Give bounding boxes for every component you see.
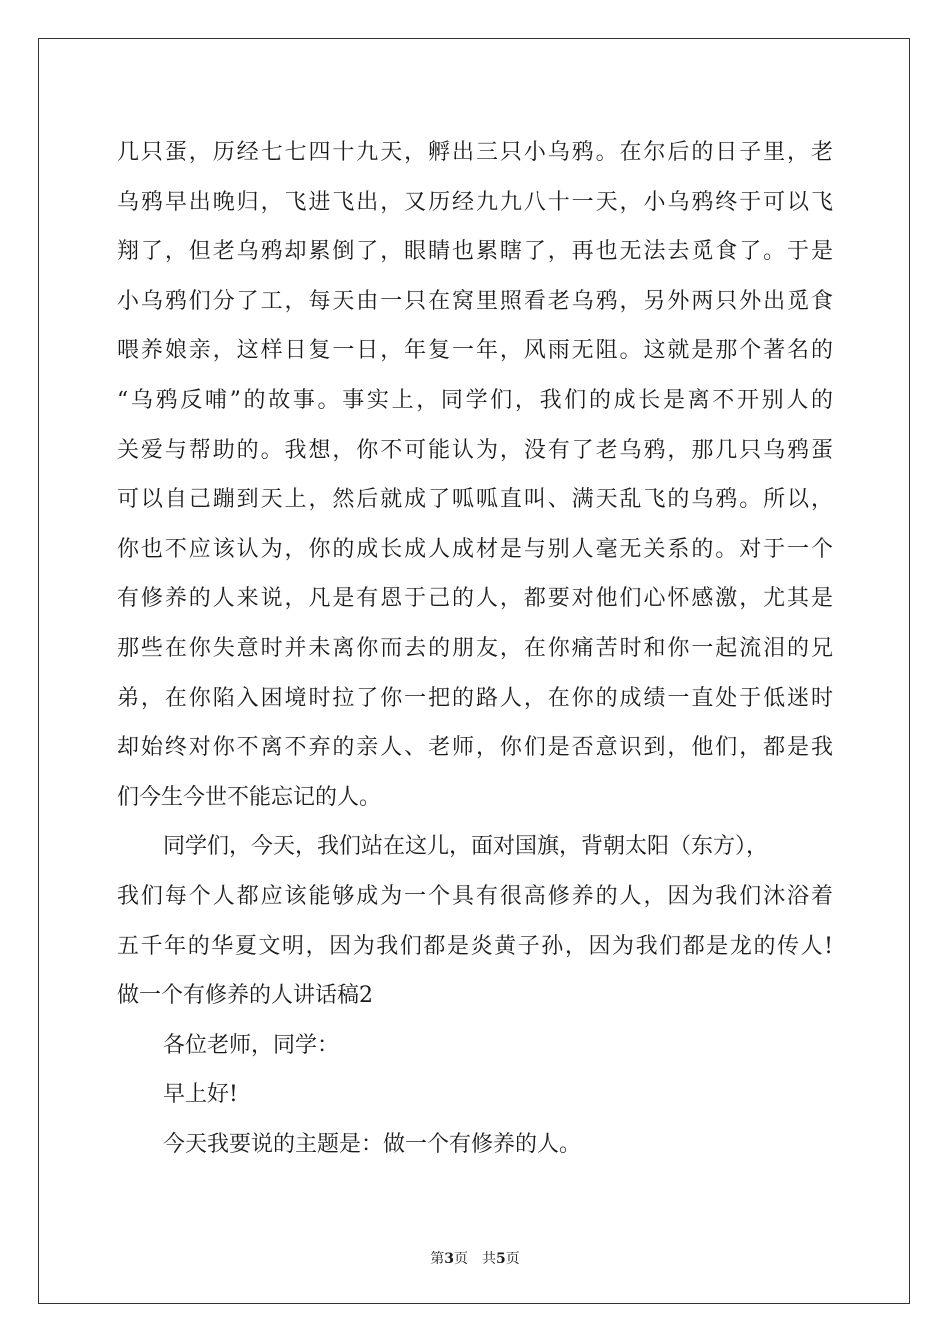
body-line: 弟，在你陷入困境时拉了你一把的路人，在你的成绩一直处于低迷时: [117, 685, 833, 711]
footer-total-suffix: 页: [505, 1251, 520, 1267]
greeting: 早上好!: [163, 1082, 238, 1108]
footer-page-prefix: 第: [430, 1251, 445, 1267]
footer-page-suffix: 页: [454, 1251, 468, 1267]
section-heading: 做一个有修养的人讲话稿2: [117, 983, 373, 1009]
footer-total-prefix: 共: [482, 1251, 496, 1267]
body-line: 小乌鸦们分了工，每天由一只在窝里照看老乌鸦，另外两只外出觅食: [117, 288, 833, 314]
body-line: 喂养娘亲，这样日复一日，年复一年，风雨无阻。这就是那个著名的: [117, 338, 833, 364]
body-line: 那些在你失意时并未离你而去的朋友，在你痛苦时和你一起流泪的兄: [117, 635, 833, 661]
body-line: 乌鸦早出晚归，飞进飞出，又历经九九八十一天，小乌鸦终于可以飞: [117, 189, 833, 215]
body-line: 同学们，今天，我们站在这儿，面对国旗，背朝太阳（东方），: [163, 834, 769, 860]
body-line: 我们每个人都应该能够成为一个具有很高修养的人，因为我们沐浴着: [117, 883, 833, 909]
body-line: “乌鸦反哺”的故事。事实上，同学们，我们的成长是离不开别人的: [117, 387, 833, 413]
body-line: 几只蛋，历经七七四十九天，孵出三只小乌鸦。在尔后的日子里，老: [117, 140, 833, 165]
body-line: 却始终对你不离不弃的亲人、老师，你们是否意识到，他们，都是我: [117, 735, 833, 761]
body-line: 今天我要说的主题是：做一个有修养的人。: [163, 1131, 582, 1157]
footer-current-page: 3: [444, 1251, 454, 1267]
page-footer: [0, 1248, 950, 1268]
body-line: 翔了，但老乌鸦却累倒了，眼睛也累瞎了，再也无法去觅食了。于是: [117, 239, 833, 265]
body-line: 们今生今世不能忘记的人。: [117, 784, 382, 810]
document-body: [117, 128, 833, 1169]
body-line: 可以自己蹦到天上，然后就成了呱呱直叫、满天乱飞的乌鸦。所以，: [117, 487, 833, 513]
body-line: 五千年的华夏文明，因为我们都是炎黄子孙，因为我们都是龙的传人!: [117, 933, 833, 959]
body-line: 关爱与帮助的。我想，你不可能认为，没有了老乌鸦，那几只乌鸦蛋: [117, 437, 833, 463]
footer-total-pages: 5: [496, 1251, 506, 1267]
salutation: 各位老师，同学：: [163, 1032, 340, 1058]
body-line: 有修养的人来说，凡是有恩于己的人，都要对他们心怀感激，尤其是: [117, 586, 833, 612]
body-line: 你也不应该认为，你的成长成人成材是与别人毫无关系的。对于一个: [117, 536, 833, 562]
